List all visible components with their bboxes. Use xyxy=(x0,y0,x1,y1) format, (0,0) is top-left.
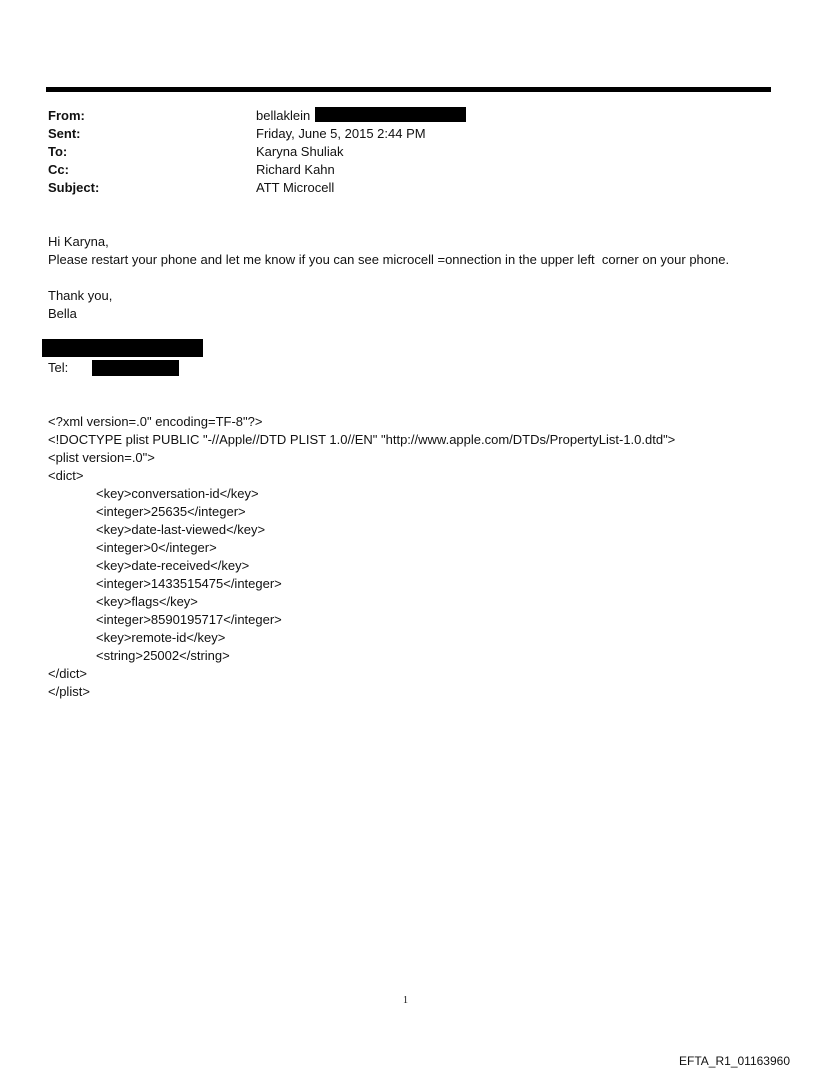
sent-label: Sent: xyxy=(48,126,81,141)
plist-entry: <integer>0</integer> xyxy=(96,540,217,555)
from-value: bellaklein xyxy=(256,108,311,123)
plist-entry: <integer>1433515475</integer> xyxy=(96,576,282,591)
tel-label: Tel: xyxy=(48,360,69,375)
plist-entry: <key>flags</key> xyxy=(96,594,198,609)
from-label: From: xyxy=(48,108,85,123)
message-text: Please restart your phone and let me know if you can see microcell =onnection in the upper left corner on your phone. xyxy=(48,252,730,267)
cc-label: Cc: xyxy=(48,162,69,177)
greeting: Hi Karyna, xyxy=(48,234,109,249)
cc-value: Richard Kahn xyxy=(256,162,335,177)
plist-entry: <key>conversation-id</key> xyxy=(96,486,259,501)
plist-xml-declaration: <?xml version=.0" encoding=TF-8"?> xyxy=(48,414,263,429)
dict-close-tag: </dict> xyxy=(48,666,88,681)
signature-name: Bella xyxy=(48,306,77,321)
plist-entry: <key>date-received</key> xyxy=(96,558,250,573)
subject-label: Subject: xyxy=(48,180,100,195)
header-rule xyxy=(46,87,771,92)
dict-open-tag: <dict> xyxy=(48,468,84,483)
plist-entry: <string>25002</string> xyxy=(96,648,230,663)
page-number: 1 xyxy=(403,995,408,1006)
plist-doctype: <!DOCTYPE plist PUBLIC "-//Apple//DTD PLIST 1.0//EN" "http://www.apple.com/DTDs/PropertyList-1.0.dtd"> xyxy=(48,432,676,447)
plist-close-tag: </plist> xyxy=(48,684,90,699)
redaction-from-email xyxy=(315,107,466,122)
plist-entry: <integer>8590195717</integer> xyxy=(96,612,282,627)
redaction-signature-block xyxy=(42,339,203,357)
plist-entry: <key>date-last-viewed</key> xyxy=(96,522,266,537)
plist-entry: <integer>25635</integer> xyxy=(96,504,246,519)
subject-value: ATT Microcell xyxy=(256,180,335,195)
sent-value: Friday, June 5, 2015 2:44 PM xyxy=(256,126,426,141)
bates-number: EFTA_R1_01163960 xyxy=(679,1054,790,1068)
closing: Thank you, xyxy=(48,288,113,303)
redaction-phone-number xyxy=(92,360,179,376)
to-value: Karyna Shuliak xyxy=(256,144,344,159)
plist-entry: <key>remote-id</key> xyxy=(96,630,226,645)
plist-open-tag: <plist version=.0"> xyxy=(48,450,155,465)
to-label: To: xyxy=(48,144,68,159)
